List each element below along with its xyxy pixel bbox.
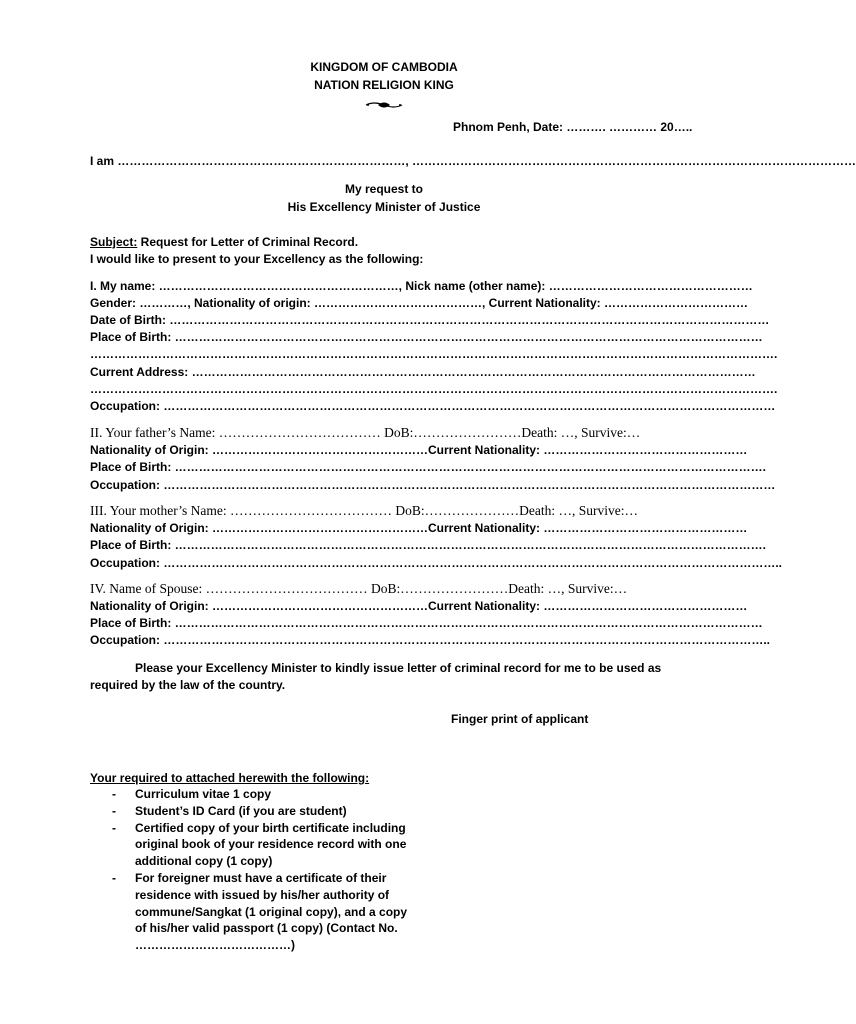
attachment-item-foreigner-residence: - For foreigner must have a certificate of their residence with issued by his/her authority of commune/Sangkat (1 original copy), and a copy of his/her valid passport (1 copy) (Contact No. …………………………………) xyxy=(90,870,410,954)
fingerprint-label: Finger print of applicant xyxy=(451,712,589,726)
section3-occupation-line: Occupation: ……………………………………………………………………………………………………………………………………….. xyxy=(90,556,783,570)
section1-pob-continued: ………………………………………………………………………………………………………………………………………………………. xyxy=(90,347,778,361)
subject-text: Request for Letter of Criminal Record. xyxy=(137,235,359,249)
section1-pob-line: Place of Birth: ………………………………………………………………………………………………………………………………… xyxy=(90,330,763,344)
motto-heading: NATION RELIGION KING xyxy=(314,78,454,92)
ornament-divider-icon xyxy=(364,99,404,111)
section3-pob-line: Place of Birth: …………………………………………………………………………………………………………………………………. xyxy=(90,538,767,552)
request-line-1: My request to xyxy=(344,182,423,196)
subject-intro: I would like to present to your Excellency as the following: xyxy=(90,252,424,266)
section1-dob-line: Date of Birth: …………………………………………………………………………………………………………………………………… xyxy=(90,313,770,327)
section4-nationality-line: Nationality of Origin: ………………………………………………Current Nationality: …………………………………………… xyxy=(90,599,748,613)
date-line: Phnom Penh, Date: ………. ………… 20….. xyxy=(453,120,693,134)
attachments-section xyxy=(90,770,410,954)
section4-pob-line: Place of Birth: ………………………………………………………………………………………………………………………………… xyxy=(90,616,763,630)
section1-gender-line: Gender: …………, Nationality of origin: ……………………………………, Current Nationality: ……………………………… xyxy=(90,296,749,310)
applicant-intro-line: I am ………………………………………………………………, ………………………………………………………………………………………………… xyxy=(90,154,856,168)
kingdom-heading: KINGDOM OF CAMBODIA xyxy=(310,60,458,74)
section4-spouse-name-line: IV. Name of Spouse: ……………………………… DoB:……………………Death: …, Survive:… xyxy=(90,581,628,596)
section3-nationality-line: Nationality of Origin: ………………………………………………Current Nationality: …………………………………………… xyxy=(90,521,748,535)
section1-address-continued: ………………………………………………………………………………………………………………………………………………………. xyxy=(90,382,778,396)
section2-pob-line: Place of Birth: …………………………………………………………………………………………………………………………………. xyxy=(90,460,767,474)
subject-line xyxy=(90,234,358,250)
attachments-list xyxy=(90,786,410,954)
closing-line-1: Please your Excellency Minister to kindly issue letter of criminal record for me to be used as xyxy=(135,661,662,675)
section3-mother-name-line: III. Your mother’s Name: ……………………………… DoB:…………………Death: …, Survive:… xyxy=(90,503,638,518)
attachment-item-cv: - Curriculum vitae 1 copy xyxy=(90,786,410,803)
subject-label: Subject: xyxy=(90,235,138,249)
section1-address-line: Current Address: …………………………………………………………………………………………………………………………… xyxy=(90,365,756,379)
section1-name-line: I. My name: ……………………………………………………, Nick name (other name): …………………………………………… xyxy=(90,279,753,293)
attachment-item-birth-certificate: - Certified copy of your birth certificate including original book of your residence record with one additional copy (1 copy) xyxy=(90,820,410,870)
section4-occupation-line: Occupation: …………………………………………………………………………………………………………………………………….. xyxy=(90,633,771,647)
section2-occupation-line: Occupation: ……………………………………………………………………………………………………………………………………… xyxy=(90,478,776,492)
section2-nationality-line: Nationality of Origin: ………………………………………………Current Nationality: …………………………………………… xyxy=(90,443,748,457)
closing-line-2: required by the law of the country. xyxy=(90,678,286,692)
attachments-heading: Your required to attached herewith the following: xyxy=(90,771,370,785)
request-line-2: His Excellency Minister of Justice xyxy=(287,200,481,214)
section1-occupation-line: Occupation: ……………………………………………………………………………………………………………………………………… xyxy=(90,399,776,413)
section2-father-name-line: II. Your father’s Name: ……………………………… DoB:……………………Death: …, Survive:… xyxy=(90,425,641,440)
attachment-item-student-id: - Student’s ID Card (if you are student) xyxy=(90,803,410,820)
